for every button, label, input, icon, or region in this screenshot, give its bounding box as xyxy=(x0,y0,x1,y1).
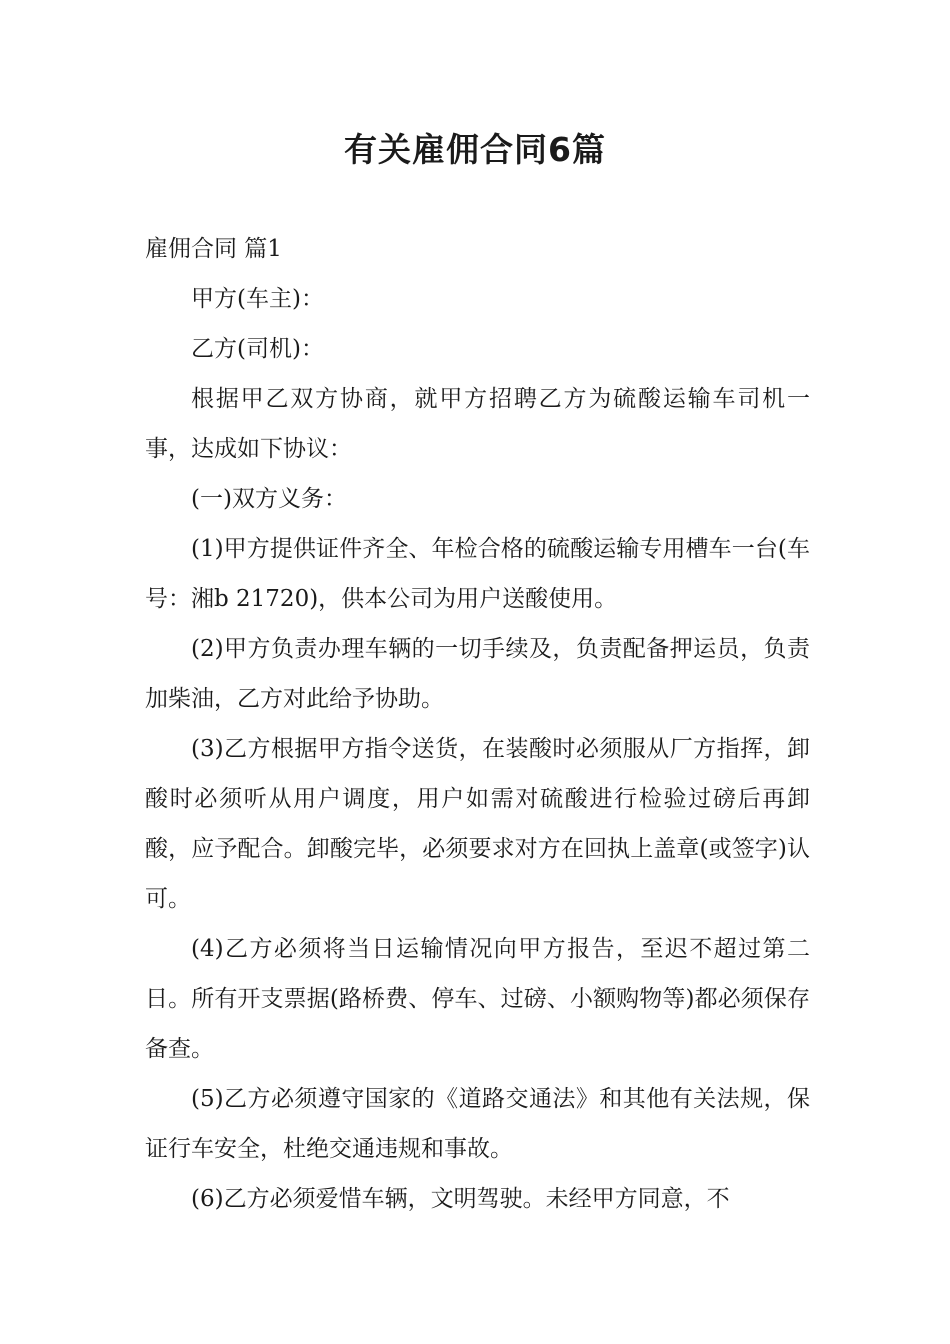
section-heading: 雇佣合同 篇1 xyxy=(145,236,282,262)
clause-6-paragraph: (6)乙方必须爱惜车辆，文明驾驶。未经甲方同意，不 xyxy=(191,1186,730,1212)
party-b-line: 乙方(司机)： xyxy=(191,336,324,362)
clause-4-paragraph: (4)乙方必须将当日运输情况向甲方报告，至迟不超过第二日。所有开支票据(路桥费、停车、过磅、小额购物等)都必须保存备查。 xyxy=(145,936,810,1062)
obligations-heading: (一)双方义务： xyxy=(191,486,347,512)
agreement-intro-paragraph: 根据甲乙双方协商，就甲方招聘乙方为硫酸运输车司机一事，达成如下协议： xyxy=(145,386,810,462)
party-a-line: 甲方(车主)： xyxy=(191,286,324,312)
clause-1-paragraph: (1)甲方提供证件齐全、年检合格的硫酸运输专用槽车一台(车号：湘b 21720)，供本公司为用户送酸使用。 xyxy=(145,536,810,612)
document-body xyxy=(145,224,810,1224)
document-title: 有关雇佣合同6篇 xyxy=(344,130,606,169)
clause-3-paragraph: (3)乙方根据甲方指令送货，在装酸时必须服从厂方指挥，卸酸时必须听从用户调度，用户如需对硫酸进行检验过磅后再卸酸，应予配合。卸酸完毕，必须要求对方在回执上盖章(或签字)认可。 xyxy=(145,736,810,912)
clause-2-paragraph: (2)甲方负责办理车辆的一切手续及，负责配备押运员，负责加柴油，乙方对此给予协助。 xyxy=(145,636,810,712)
clause-5-paragraph: (5)乙方必须遵守国家的《道路交通法》和其他有关法规，保证行车安全，杜绝交通违规和事故。 xyxy=(145,1086,810,1162)
